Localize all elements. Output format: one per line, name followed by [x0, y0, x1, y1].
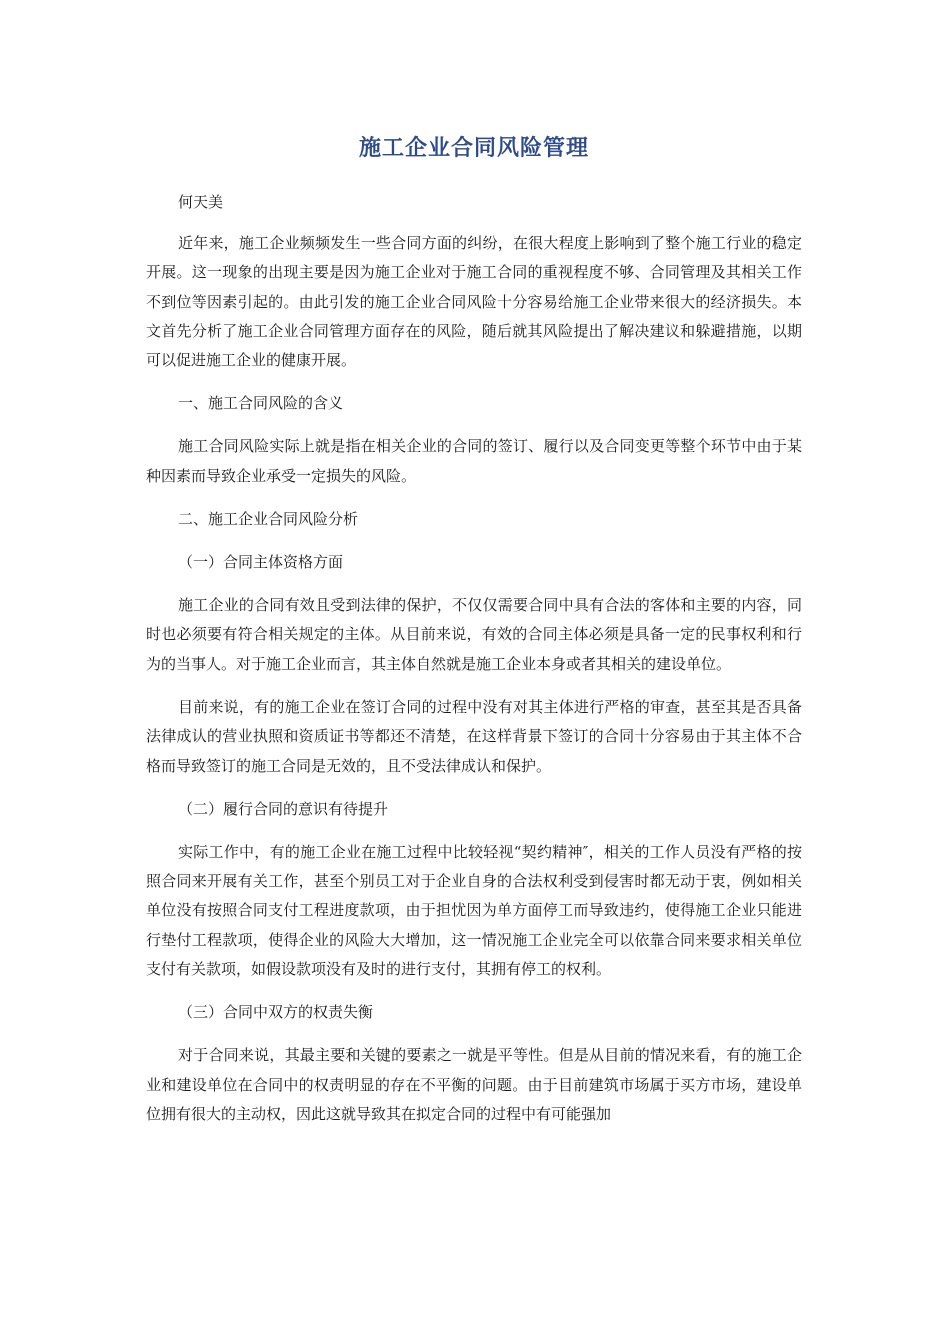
document-page	[146, 132, 802, 1143]
author-name: 何天美	[178, 193, 224, 211]
subsection-1-paragraph-2: 目前来说，有的施工企业在签订合同的过程中没有对其主体进行严格的审查，甚至其是否具备法律成认的营业执照和资质证书等都还不清楚，在这样背景下签订的合同十分容易由于其主体不合格而导致签订的施工合同是无效的，且不受法律成认和保护。	[146, 697, 802, 775]
subsection-1-paragraph-1: 施工企业的合同有效且受到法律的保护，不仅仅需要合同中具有合法的客体和主要的内容，同时也必须要有符合相关规定的主体。从目前来说，有效的合同主体必须是具备一定的民事权利和行为的当事人。对于施工企业而言，其主体自然就是施工企业本身或者其相关的建设单位。	[146, 596, 802, 673]
section-1-heading: 一、施工合同风险的含义	[178, 394, 344, 413]
subsection-1-heading: （一）合同主体资格方面	[178, 553, 344, 572]
section-2-heading: 二、施工企业合同风险分析	[178, 510, 359, 529]
section-1-paragraph: 施工合同风险实际上就是指在相关企业的合同的签订、履行以及合同变更等整个环节中由于某种因素而导致企业承受一定损失的风险。	[146, 437, 802, 485]
subsection-3-heading: （三）合同中双方的权责失衡	[178, 1003, 374, 1022]
document-title: 施工企业合同风险管理	[358, 136, 589, 161]
abstract-paragraph: 近年来，施工企业频频发生一些合同方面的纠纷，在很大程度上影响到了整个施工行业的稳定开展。这一现象的出现主要是因为施工企业对于施工合同的重视程度不够、合同管理及其相关工作不到位等因素引起的。由此引发的施工企业合同风险十分容易给施工企业带来很大的经济损失。本文首先分析了施工企业合同管理方面存在的风险，随后就其风险提出了解决建议和躲避措施，以期可以促进施工企业的健康开展。	[146, 234, 802, 370]
subsection-3-paragraph-1: 对于合同来说，其最主要和关键的要素之一就是平等性。但是从目前的情况来看，有的施工企业和建设单位在合同中的权责明显的存在不平衡的问题。由于目前建筑市场属于买方市场，建设单位拥有很大的主动权，因此这就导致其在拟定合同的过程中有可能强加	[146, 1046, 802, 1123]
subsection-2-paragraph-1: 实际工作中，有的施工企业在施工过程中比较轻视“契约精神″，相关的工作人员没有严格的按照合同来开展有关工作，甚至个别员工对于企业自身的合法权利受到侵害时都无动于衷，例如相关单位没有按照合同支付工程进度款项，由于担忧因为单方面停工而导致违约，使得施工企业只能进行垫付工程款项，使得企业的风险大大增加，这一情况施工企业完全可以依靠合同来要求相关单位支付有关款项，如假设款项没有及时的进行支付，其拥有停工的权利。	[146, 842, 802, 979]
subsection-2-heading: （二）履行合同的意识有待提升	[178, 799, 389, 818]
